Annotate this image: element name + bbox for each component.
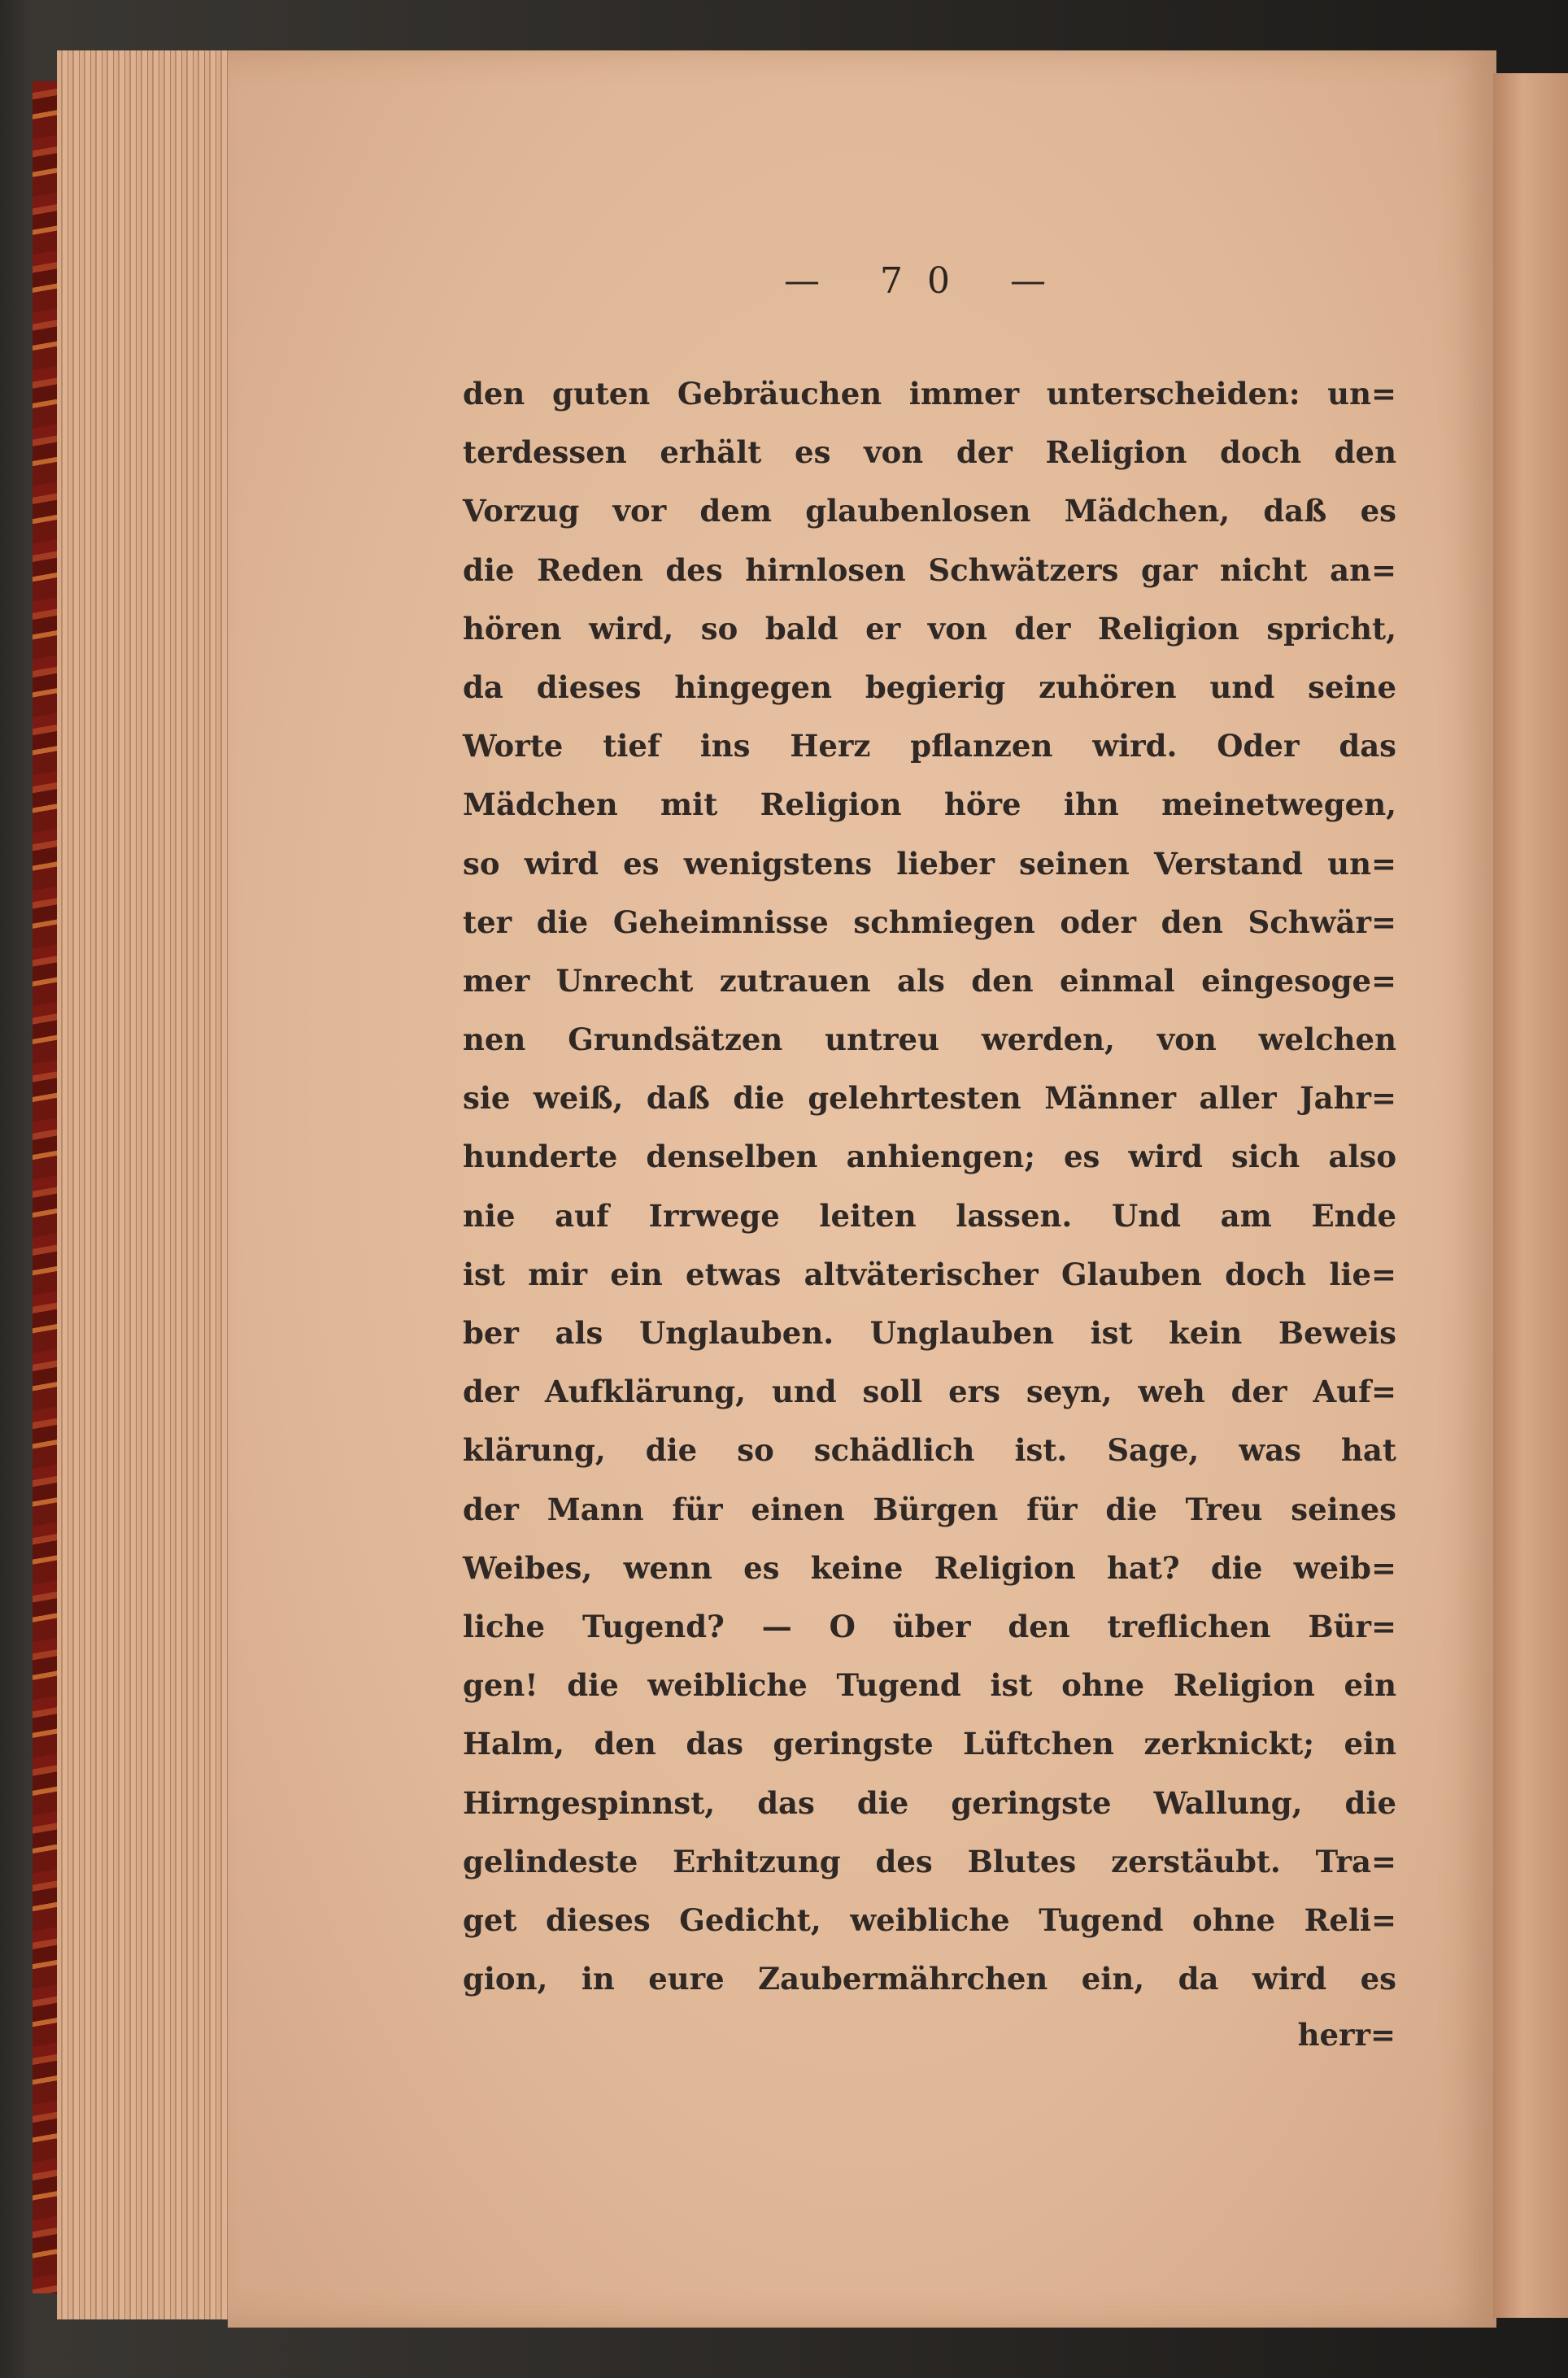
- page-stack-edges: [57, 50, 244, 2319]
- text-line: der Mann für einen Bürgen für die Treu seines: [463, 1491, 1396, 1527]
- text-line: Hirngespinnst, das die geringste Wallung, die: [463, 1784, 1396, 1821]
- text-line: hören wird, so bald er von der Religion spricht,: [463, 610, 1396, 647]
- text-line: Weibes, wenn es keine Religion hat? die weib=: [463, 1549, 1396, 1586]
- text-line: Worte tief ins Herz pflanzen wird. Oder das: [463, 728, 1396, 764]
- text-line: get dieses Gedicht, weibliche Tugend ohne Reli=: [463, 1901, 1396, 1938]
- text-line: Mädchen mit Religion höre ihn meinetwegen,: [463, 786, 1396, 823]
- text-line: sie weiß, daß die gelehrtesten Männer aller Jahr=: [463, 1080, 1396, 1117]
- page-number: — 70 —: [784, 260, 1070, 302]
- text-line: ist mir ein etwas altväterischer Glauben doch lie=: [463, 1256, 1396, 1292]
- text-line: da dieses hingegen begierig zuhören und seine: [463, 669, 1396, 705]
- text-line: so wird es wenigstens lieber seinen Verstand un=: [463, 845, 1396, 882]
- facing-page-edge: [1493, 73, 1568, 2318]
- text-line: mer Unrecht zutrauen als den einmal eingesoge=: [463, 962, 1396, 999]
- text-line: terdessen erhält es von der Religion doch den: [463, 434, 1396, 471]
- text-line: nie auf Irrwege leiten lassen. Und am Ende: [463, 1197, 1396, 1234]
- text-line: Vorzug vor dem glaubenlosen Mädchen, daß es: [463, 493, 1396, 529]
- body-text: [463, 364, 1396, 2008]
- text-line: ter die Geheimnisse schmiegen oder den Schwär=: [463, 904, 1396, 940]
- text-line: gen! die weibliche Tugend ist ohne Religion ein: [463, 1667, 1396, 1704]
- catchword: herr=: [1297, 2017, 1396, 2053]
- text-line: hunderte denselben anhiengen; es wird sich also: [463, 1139, 1396, 1175]
- text-line: gion, in eure Zaubermährchen ein, da wird es: [463, 1961, 1396, 1997]
- text-line: Halm, den das geringste Lüftchen zerknickt; ein: [463, 1726, 1396, 1762]
- text-line: nen Grundsätzen untreu werden, von welchen: [463, 1021, 1396, 1058]
- text-line: den guten Gebräuchen immer unterscheiden: un=: [463, 376, 1396, 412]
- marbled-book-edge: [33, 81, 59, 2293]
- text-line: liche Tugend? — O über den treflichen Bür=: [463, 1608, 1396, 1644]
- text-line: ber als Unglauben. Unglauben ist kein Beweis: [463, 1315, 1396, 1351]
- text-line: der Aufklärung, und soll ers seyn, weh der Auf=: [463, 1374, 1396, 1410]
- text-line: die Reden des hirnlosen Schwätzers gar nicht an=: [463, 551, 1396, 588]
- text-line: klärung, die so schädlich ist. Sage, was hat: [463, 1432, 1396, 1469]
- text-line: gelindeste Erhitzung des Blutes zerstäubt. Tra=: [463, 1843, 1396, 1879]
